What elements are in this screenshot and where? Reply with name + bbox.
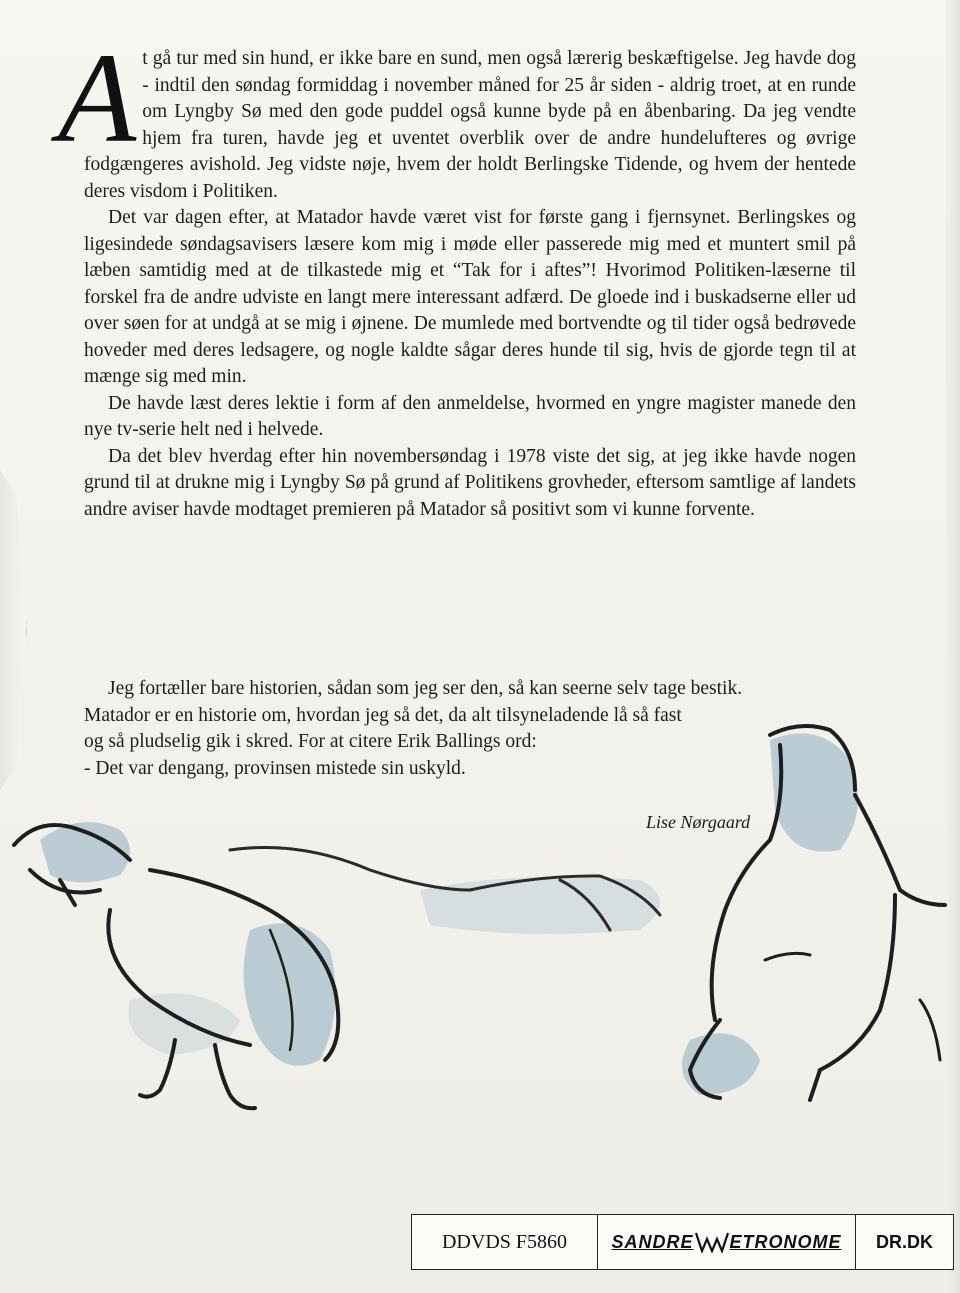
paragraph-4: Da det blev hverdag efter hin novembersøndag i 1978 viste det sig, at jeg ikke havde nogen grund til at drukne mig i Lyngby Sø på grund af Politikens grovheder, eftersom samtlige af landets andre aviser havde modtaget premieren på Matador så positivt som vi kunne forvente. bbox=[84, 445, 856, 520]
paragraph-1-text: t gå tur med sin hund, er ikke bare en sund, men også lærerig beskæftigelse. Jeg havde dog - indtil den søndag formiddag i november måned for 25 år siden - aldrig troet, at en runde om Lyngby Sø med den gode puddel også kunne byde på en åbenbaring. Da jeg vendte hjem fra turen, havde jeg et uventet overblik over de andre hundelufteres og øvrige fodgængeres avishold. Jeg vidste nøje, hvem der holdt Berlingske Tidende, og hvem der hentede deres visdom i Politiken. bbox=[84, 48, 856, 202]
closing-line-4: - Det var dengang, provinsen mistede sin uskyld. bbox=[84, 757, 466, 779]
author-signature: Lise Nørgaard bbox=[646, 812, 751, 832]
sandrew-metronome-logo bbox=[598, 1215, 856, 1269]
logo-text-left: SANDRE bbox=[611, 1231, 694, 1252]
paragraph-2: Det var dagen efter, at Matador havde været vist for første gang i fjernsynet. Berlingskes og ligesindede søndagsavisers læsere kom mig i møde eller passerede mig med et muntert smil på læben samtidig med at de tilkastede mig et “Tak for i aftes”! Hvorimod Politiken-læserne til forskel fra de andre udviste en langt mere interessant adfærd. De gloede ind i buskadserne eller ud over søen for at undgå at se mig i øjnene. De mumlede med bortvendte og til tider også bedrøvede hoveder med deres ledsagere, og nogle kaldte sågar deres hunde til sig, hvis de gjorde tegn til at mænge sig med min. bbox=[84, 207, 856, 387]
article-body bbox=[58, 27, 856, 523]
closing-line-3: og så pludselig gik i skred. For at citere Erik Ballings ord: bbox=[84, 731, 537, 752]
paragraph-1 bbox=[58, 27, 856, 205]
closing-line-1: Jeg fortæller bare historien, sådan som jeg ser den, så kan seerne selv tage bestik. bbox=[108, 678, 743, 699]
logo-wm-icon bbox=[695, 1231, 729, 1253]
catalog-code: DDVDS F5860 bbox=[412, 1215, 598, 1269]
footer-info-box bbox=[411, 1214, 954, 1270]
logo-text-right: ETRONOME bbox=[729, 1231, 842, 1252]
broadcaster-label: DR.DK bbox=[876, 1231, 933, 1252]
paragraph-3: De havde læst deres lektie i form af den anmeldelse, hvormed en yngre magister manede den nye tv-serie helt ned i helvede. bbox=[84, 392, 856, 440]
drop-cap: A bbox=[58, 27, 137, 169]
pigeons-illustration bbox=[0, 700, 960, 1200]
closing-line-2: Matador er en historie om, hvordan jeg så det, da alt tilsyneladende lå så fast bbox=[84, 704, 682, 726]
